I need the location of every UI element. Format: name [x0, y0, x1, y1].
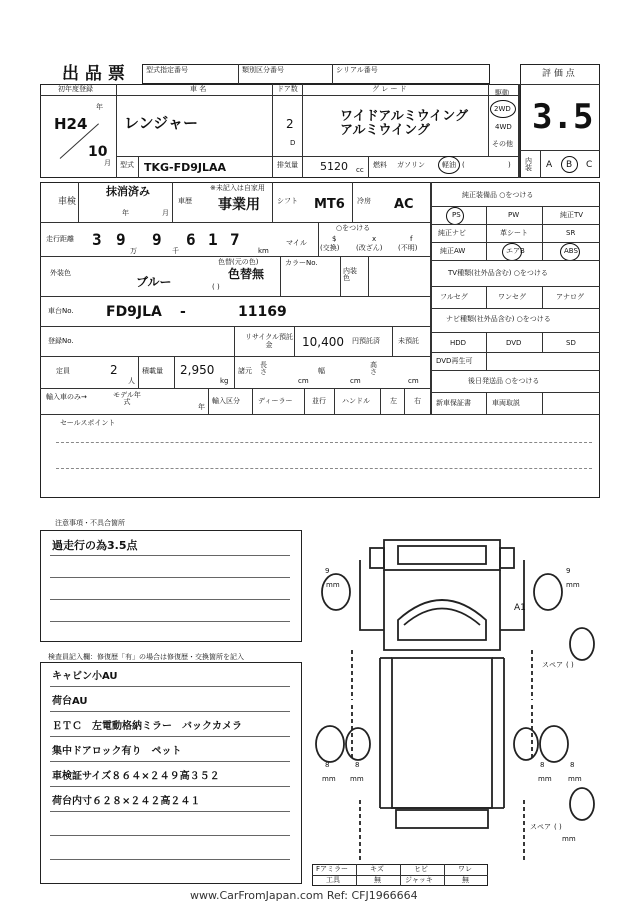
- score-value: 3.5: [532, 97, 594, 137]
- legend-h1: Fアミラー: [316, 865, 349, 873]
- dvd-label: DVD再生可: [436, 357, 473, 365]
- inspector-item-4: 集中ドアロック有り ペット: [52, 746, 182, 757]
- displacement-label: 排気量: [277, 161, 298, 169]
- navi-sd: SD: [566, 339, 576, 347]
- width-label: 幅: [318, 367, 325, 375]
- equip-title: 純正装備品 ○をつける: [462, 191, 534, 199]
- fuel-label: 燃料: [373, 161, 387, 169]
- tire-rl2-mm: mm: [350, 775, 364, 783]
- tire-rl1-mm: mm: [322, 775, 336, 783]
- category-label: 車歴: [178, 197, 192, 205]
- tire-fl-mm: mm: [326, 581, 340, 589]
- legend-r2: 無: [374, 876, 381, 884]
- handle-label: ハンドル: [342, 397, 370, 405]
- reg-no-label: 登録No.: [48, 337, 74, 345]
- mile-opt3-sub: (不明): [398, 244, 418, 252]
- mileage-digit-3: 9: [152, 230, 162, 249]
- load-unit: kg: [220, 377, 229, 385]
- equip-ps-circle: [446, 207, 464, 225]
- equip-abs: ABS: [564, 247, 578, 255]
- color-change-label: 色替(元の色): [218, 258, 259, 266]
- chassis-prefix: FD9JLA: [106, 304, 162, 320]
- cargo-body: [392, 658, 492, 808]
- color-value: ブルー: [136, 275, 172, 289]
- after-title: 後日発送品 ○をつける: [468, 377, 540, 385]
- capacity-value: 2: [110, 363, 118, 377]
- inspector-item-3: ＥＴＣ 左電動格納ミラー バックカメラ: [52, 721, 242, 732]
- rear-bumper: [396, 810, 488, 828]
- mileage-digit-6: 7: [230, 230, 240, 249]
- tire-rear-left-outer: [316, 726, 344, 762]
- length-label: 長さ: [260, 361, 267, 376]
- equip-leather: 革シート: [500, 229, 528, 237]
- truck-diagram: [300, 520, 600, 860]
- equip-airbag: エアB: [506, 247, 525, 255]
- mile-opt1-sub: (交換): [320, 244, 340, 252]
- fuel-paren-open: (: [462, 161, 465, 169]
- score-label: 評 価 点: [542, 69, 575, 79]
- tire-fr-value: 9: [566, 567, 571, 575]
- import-label: 輸入車のみ→: [46, 393, 87, 401]
- car-name-label: 車 名: [190, 85, 207, 93]
- tire-rl1-value: 8: [325, 761, 330, 769]
- mileage-digit-2: 9: [116, 230, 126, 249]
- navi-hdd: HDD: [450, 339, 467, 347]
- legend-h2: キズ: [370, 865, 384, 873]
- dims-label: 諸元: [238, 367, 252, 375]
- shaken-label: 車検: [58, 197, 77, 207]
- legend-r4: 無: [462, 876, 469, 884]
- inspector-item-5: 車検証サイズ８６４×２４９高３５２: [52, 771, 220, 782]
- height-label: 高さ: [370, 361, 377, 376]
- serial-no-label: シリアル番号: [336, 66, 378, 74]
- tire-rr1-value: 8: [540, 761, 545, 769]
- shift-value: MT6: [314, 197, 345, 212]
- navi-dvd: DVD: [506, 339, 522, 347]
- load-value: 2,950: [180, 363, 215, 377]
- recycle-unit: 円預託済: [352, 337, 380, 345]
- import-parallel: 並行: [312, 397, 326, 405]
- chassis-dash: -: [180, 304, 186, 320]
- month-unit: 月: [104, 159, 111, 167]
- mile-opt1: $: [332, 235, 337, 243]
- equip-tv: 純正TV: [560, 211, 584, 219]
- interior-a: A: [546, 160, 553, 170]
- first-reg-label: 初年度登録: [58, 85, 93, 93]
- mileage-digit-4: 6: [186, 230, 196, 249]
- shaken-year-unit: 年: [122, 209, 129, 217]
- mile-label: マイル: [286, 239, 307, 247]
- doors-value: 2: [286, 117, 294, 131]
- capacity-unit: 人: [128, 377, 135, 385]
- equip-pw: PW: [508, 211, 520, 219]
- model-label: 型式: [120, 161, 134, 169]
- color-change-value: 色替無: [228, 267, 265, 281]
- color-change-paren: ( ): [212, 283, 220, 291]
- recycle-value: 10,400: [302, 335, 344, 349]
- mirror-left: [370, 548, 384, 568]
- spare-paren-1: ( ): [566, 661, 574, 669]
- sen-unit: 千: [172, 247, 179, 255]
- spare-tire-1: [570, 628, 594, 660]
- chassis-no: 11169: [238, 304, 287, 320]
- spare-tire-2: [570, 788, 594, 820]
- car-name: レンジャー: [124, 114, 198, 132]
- after-manual: 車両取説: [492, 399, 520, 407]
- recycle-no: 未預託: [398, 337, 419, 345]
- shaken-month-unit: 月: [162, 209, 169, 217]
- color-label: 外装色: [50, 269, 71, 277]
- length-cm: cm: [298, 377, 309, 385]
- month-value: 10: [88, 144, 108, 160]
- capacity-label: 定員: [56, 367, 70, 375]
- mile-opt3: f: [410, 235, 413, 243]
- handle-left: 左: [390, 397, 397, 405]
- interior-c: C: [586, 160, 593, 170]
- int-color-label: 内装色: [343, 267, 357, 282]
- inspector-header: 検査員記入欄：修復歴「有」の場合は修復歴・交換箇所を記入: [48, 653, 244, 661]
- cab-body: [384, 570, 500, 650]
- header-code-box: [142, 64, 490, 84]
- mile-opt2-sub: (改ざん): [356, 244, 383, 252]
- notes-header: 注意事項・不具合箇所: [52, 520, 128, 527]
- drive-2wd-circle: [490, 100, 516, 118]
- tire-rr1-mm: mm: [538, 775, 552, 783]
- tire-rear-right-outer: [540, 726, 568, 762]
- fuel-gas: ガソリン: [397, 161, 425, 169]
- recycle-label: リサイクル預託金: [244, 333, 294, 350]
- legend-h3: ヒビ: [414, 865, 428, 873]
- equip-navi: 純正ナビ: [438, 229, 466, 237]
- drive-label: 駆動: [495, 89, 509, 97]
- tire-rl2-value: 8: [355, 761, 360, 769]
- shaken-value: 抹消済み: [106, 185, 150, 198]
- height-cm: cm: [408, 377, 419, 385]
- notes-line1: 過走行の為3.5点: [52, 539, 138, 552]
- equip-ps: PS: [452, 211, 461, 219]
- model-value: TKG-FD9JLAA: [144, 161, 227, 174]
- tv-title: TV種類(社外品含む) ○をつける: [448, 269, 548, 277]
- grade-line1: ワイドアルミウイング: [340, 109, 469, 124]
- import-type-label: 輸入区分: [212, 397, 240, 405]
- spare-mm-2: mm: [562, 835, 576, 843]
- doors-unit: D: [290, 139, 296, 147]
- handle-right: 右: [414, 397, 421, 405]
- chassis-label: 車台No.: [48, 307, 74, 315]
- inspector-item-6: 荷台内寸６２８×２４２高２４１: [52, 796, 201, 807]
- legend-r1: 工具: [326, 876, 340, 884]
- spare-label-2: スペア: [530, 823, 551, 831]
- tv-oneseg: ワンセグ: [498, 293, 526, 301]
- tv-fullseg: フルセグ: [440, 293, 468, 301]
- mirror-right: [500, 548, 514, 568]
- equip-airbag-circle: [502, 243, 522, 261]
- tire-fr-mm: mm: [566, 581, 580, 589]
- drive-other: その他: [492, 140, 513, 148]
- sales-point-label: セールスポイント: [60, 419, 116, 427]
- doors-label: ドア数: [277, 85, 298, 93]
- tire-rear-left-inner: [346, 728, 370, 760]
- man-unit: 万: [130, 247, 137, 255]
- legend-h4: ワレ: [458, 865, 472, 873]
- inspector-item-2: 荷台AU: [52, 696, 88, 707]
- sheet-title: 出 品 票: [62, 64, 125, 84]
- tire-rr2-value: 8: [570, 761, 575, 769]
- width-cm: cm: [350, 377, 361, 385]
- model-year-unit: 年: [198, 403, 205, 411]
- tire-front-left: [322, 574, 350, 610]
- mileage-digit-1: 3: [92, 230, 102, 249]
- spare-label-1: スペア: [542, 661, 563, 669]
- category-value: 事業用: [218, 197, 260, 213]
- category-note: ※未記入は自家用: [210, 184, 265, 192]
- fuel-light-circle: [438, 156, 460, 174]
- class-no-label: 類別区分番号: [242, 66, 284, 74]
- grade-line2: アルミウイング: [340, 123, 430, 138]
- inspector-item-1: キャビン小AU: [52, 671, 118, 682]
- mileage-digit-5: 1: [208, 230, 218, 249]
- year-era: H24: [54, 115, 88, 133]
- model-cert-label: 型式指定番号: [146, 66, 188, 74]
- after-warranty: 新車保証書: [436, 399, 471, 407]
- spare-paren-2: ( ): [554, 823, 562, 831]
- load-label: 積載量: [142, 367, 163, 375]
- shift-label: シフト: [277, 197, 298, 205]
- km-unit: km: [258, 247, 269, 255]
- tire-rr2-mm: mm: [568, 775, 582, 783]
- tire-rear-right-inner: [514, 728, 538, 760]
- interior-b-circle: [561, 156, 578, 173]
- interior-label: 内装: [525, 157, 532, 172]
- ac-label: 冷房: [357, 197, 371, 205]
- tv-analog: アナログ: [556, 293, 584, 301]
- legend-r3: ジャッキ: [405, 876, 433, 884]
- color-no-label: カラーNo.: [285, 259, 318, 267]
- import-dealer: ディーラー: [258, 397, 293, 405]
- grade-label: グ レ ー ド: [372, 85, 407, 93]
- cab-roof: [384, 540, 500, 570]
- drive-2wd: 2WD: [494, 105, 511, 113]
- navi-title: ナビ種類(社外品含む) ○をつける: [446, 315, 551, 323]
- mile-circle-label: ○をつける: [336, 224, 371, 232]
- equip-sr: SR: [566, 229, 576, 237]
- fuel-paren-close: ): [508, 161, 511, 169]
- mile-opt2: x: [372, 235, 377, 243]
- displacement-unit: cc: [356, 166, 364, 174]
- footer-watermark: www.CarFromJapan.com Ref: CFJ1966664: [190, 889, 418, 902]
- interior-b: B: [566, 160, 573, 170]
- tire-front-right: [534, 574, 562, 610]
- year-unit: 年: [96, 103, 103, 111]
- equip-aw: 純正AW: [440, 247, 466, 255]
- model-year-label: モデル年式: [113, 391, 141, 406]
- drive-4wd: 4WD: [495, 123, 512, 131]
- ac-value: AC: [394, 197, 414, 212]
- tire-fl-value: 9: [325, 567, 330, 575]
- fuel-light: 軽油: [442, 161, 456, 169]
- damage-mark: A1: [514, 603, 526, 613]
- displacement-value: 5120: [320, 160, 348, 173]
- mileage-label: 走行距離: [46, 235, 74, 243]
- equip-abs-circle: [560, 243, 580, 261]
